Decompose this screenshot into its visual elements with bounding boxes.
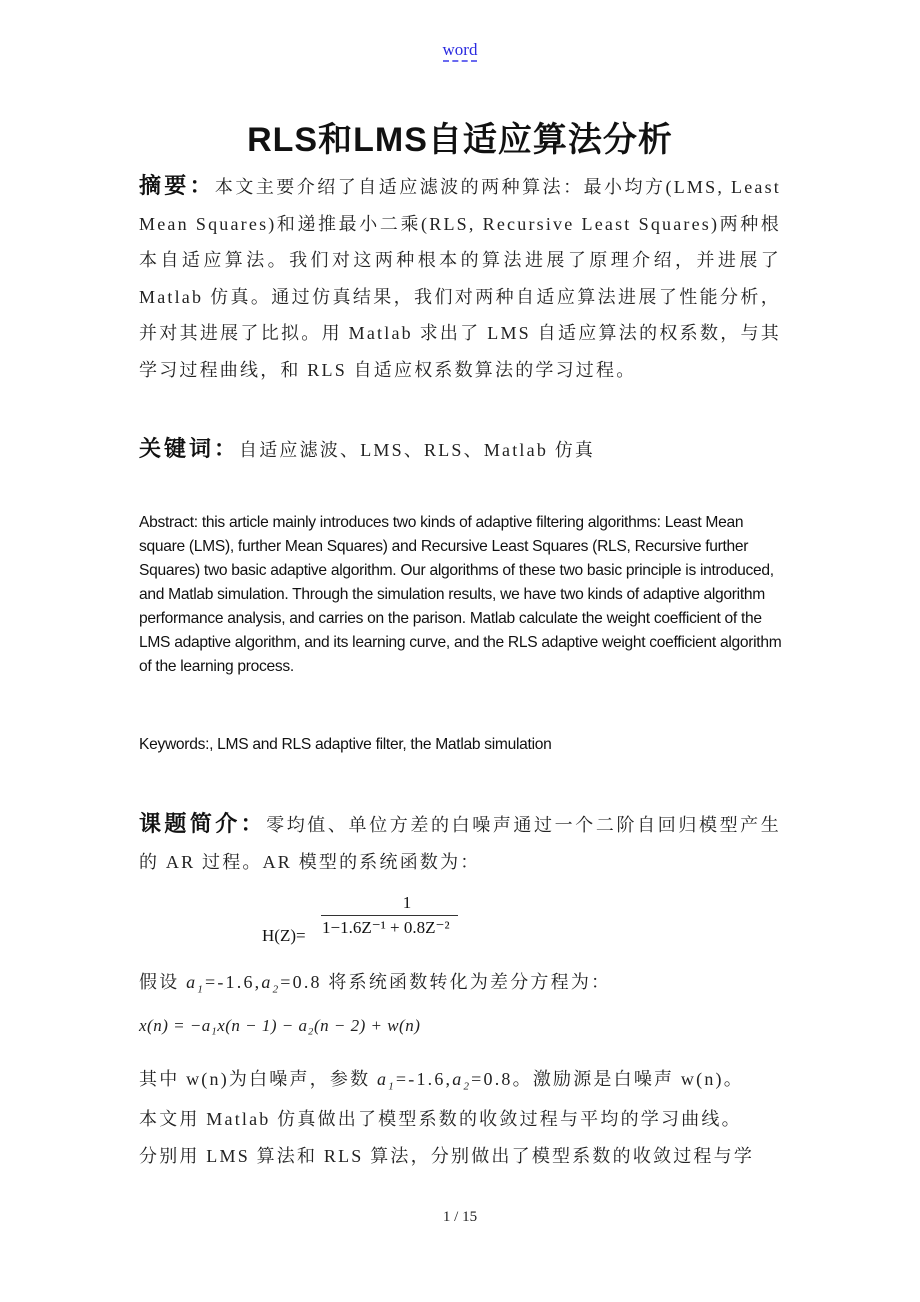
where-suffix: 。激励源是白噪声 w(n)。 (512, 1069, 744, 1089)
a2-value: =0.8 (471, 1069, 513, 1089)
difference-equation: x(n) = −a₁x(n − 1) − a₂(n − 2) + w(n) (139, 1016, 421, 1035)
formula-lhs: H(Z)= (262, 926, 306, 945)
a1-symbol: $a_1$ (186, 972, 206, 996)
a1-value: =-1.6, (395, 1069, 453, 1089)
where-prefix: 其中 w(n)为白噪声，参数 (139, 1069, 377, 1089)
assume-suffix: 将系统函数转化为差分方程为： (321, 972, 612, 992)
a2-symbol: $a_2$ (261, 972, 281, 996)
keywords-cn (139, 432, 595, 463)
page-number: 1 / 15 (442, 1209, 478, 1225)
abstract-cn (139, 168, 781, 388)
where-line (139, 1065, 744, 1093)
keywords-cn-label: 关键词： (139, 436, 240, 461)
a1-symbol: $a_1$ (377, 1069, 396, 1093)
a1-value: =-1.6, (205, 972, 262, 992)
a2-value: =0.8 (280, 972, 322, 992)
body-line-2: 分别用 LMS 算法和 RLS 算法，分别做出了模型系数的收敛过程与学 (139, 1146, 755, 1166)
header-word-link[interactable] (0, 40, 920, 60)
fraction-bar (321, 915, 458, 916)
formula-denominator: 1−1.6Z⁻¹ + 0.8Z⁻² (322, 918, 450, 937)
abstract-en: Abstract: this article mainly introduces two kinds of adaptive filtering algorithms: Least Mean square (LMS), further Mean Squares) and Recursive Least Squares (RLS, Recursive further Squares) two basic adaptive algorithm. Our algorithms of these two basic principle is introduced, and Matlab simulation. Through the simulation results, we have two kinds of adaptive algorithm performance analysis, and carries on the parison. Matlab calculate the weight coefficient of the LMS adaptive algorithm, and its learning curve, and the RLS adaptive weight coefficient algorithm of the learning process. (139, 514, 782, 675)
a2-symbol: $a_2$ (452, 1069, 472, 1093)
word-link-text[interactable]: word (443, 40, 478, 62)
assume-prefix: 假设 (139, 972, 187, 992)
document-title: RLS和LMS自适应算法分析 (247, 121, 673, 159)
formula-numerator: 1 (402, 893, 412, 912)
intro-section (139, 806, 781, 880)
body-line-1: 本文用 Matlab 仿真做出了模型系数的收敛过程与平均的学习曲线。 (139, 1109, 742, 1129)
keywords-cn-text: 自适应滤波、LMS、RLS、Matlab 仿真 (239, 440, 596, 460)
abstract-cn-text: 本文主要介绍了自适应滤波的两种算法：最小均方(LMS, Least Mean Squares)和递推最小二乘(RLS, Recursive Least Squares)两种根本自适应算法。我们对这两种根本的算法进展了原理介绍，并进展了 Matlab 仿真。通过仿真结果，我们对两种自适应算法进展了性能分析，并对其进展了比拟。用 Matlab 求出了 LMS 自适应算法的权系数，与其学习过程曲线，和 RLS 自适应权系数算法的学习过程。 (139, 177, 781, 380)
intro-text: 零均值、单位方差的白噪声通过一个二阶自回归模型产生的 AR 过程。AR 模型的系统函数为： (139, 815, 781, 872)
abstract-cn-label: 摘要： (139, 173, 215, 198)
keywords-en: Keywords:, LMS and RLS adaptive filter, the Matlab simulation (139, 736, 552, 753)
assume-line (139, 968, 611, 996)
intro-label: 课题简介： (139, 811, 267, 836)
